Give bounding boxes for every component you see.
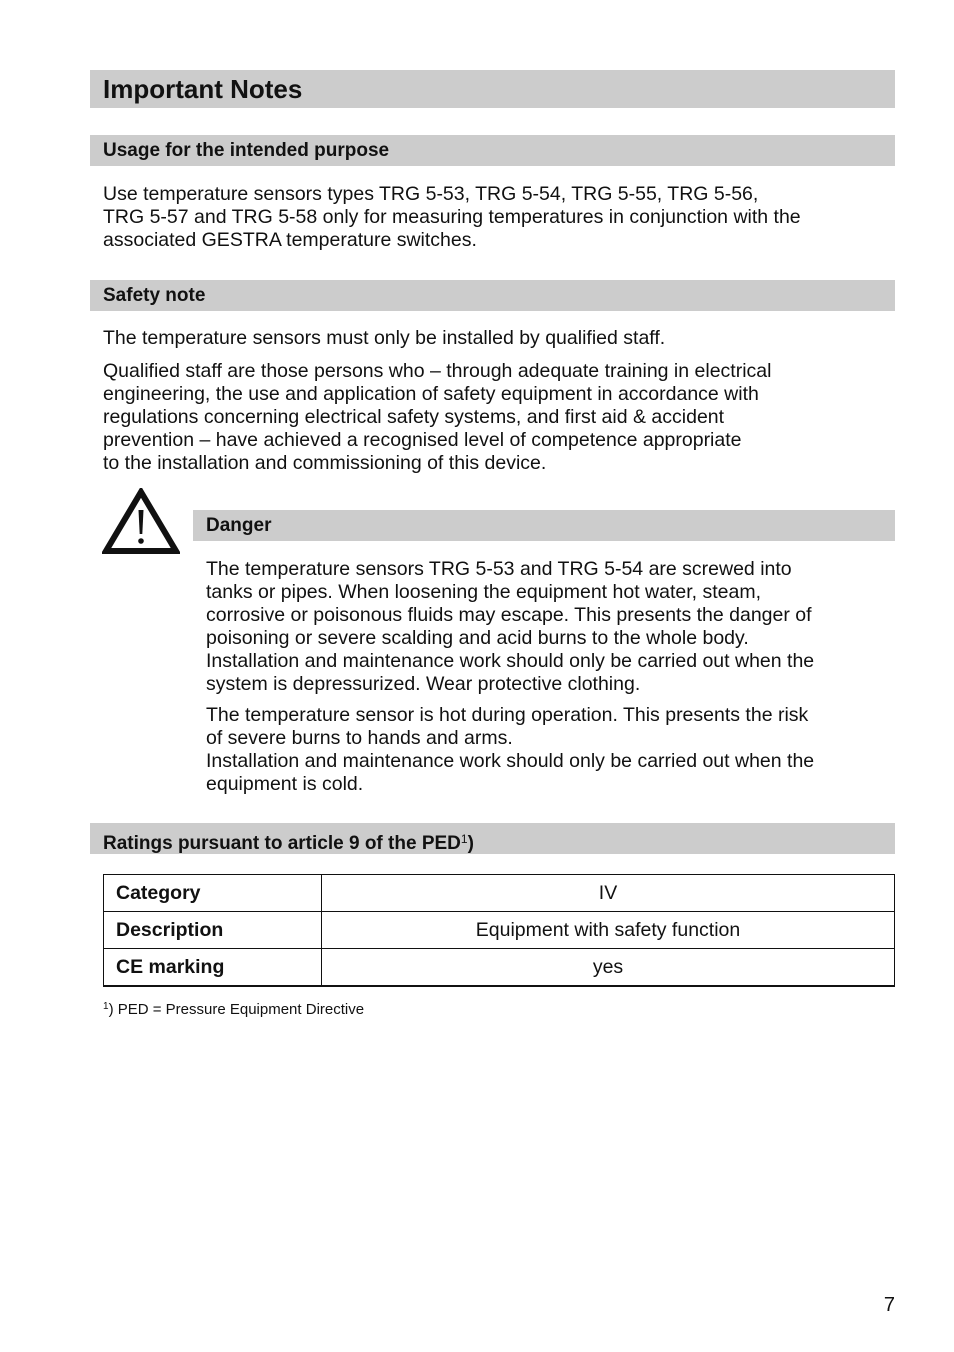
ratings-table: [103, 874, 895, 987]
usage-paragraph: [103, 183, 863, 252]
text-line: The temperature sensors TRG 5-53 and TRG 5-54 are screwed into: [206, 558, 792, 580]
ratings-heading: [103, 828, 474, 855]
safety-heading: Safety note: [103, 285, 206, 306]
danger-heading-bar: [193, 510, 895, 541]
text-line: associated GESTRA temperature switches.: [103, 228, 477, 251]
text-line: tanks or pipes. When loosening the equipment hot water, steam,: [206, 580, 761, 603]
text-line: of severe burns to hands and arms.: [206, 726, 513, 749]
usage-heading-bar: [90, 135, 895, 166]
footnote-mark: 1: [103, 1001, 109, 1012]
safety-paragraph-1: [103, 327, 863, 350]
ratings-heading-suffix: ): [467, 833, 474, 854]
usage-heading: Usage for the intended purpose: [103, 140, 390, 161]
text-line: Use temperature sensors types TRG 5-53, TRG 5-54, TRG 5-55, TRG 5-56,: [103, 183, 759, 205]
row-value: yes: [322, 949, 895, 987]
text-line: The temperature sensors must only be installed by qualified staff.: [103, 327, 666, 349]
text-line: engineering, the use and application of safety equipment in accordance with: [103, 382, 759, 405]
text-line: corrosive or poisonous fluids may escape. This presents the danger of: [206, 603, 812, 626]
ratings-heading-text: Ratings pursuant to article 9 of the PED: [103, 833, 461, 854]
page-title: Important Notes: [103, 74, 303, 104]
text-line: system is depressurized. Wear protective clothing.: [206, 672, 641, 695]
safety-paragraph-2: [103, 360, 863, 475]
safety-heading-bar: [90, 280, 895, 311]
text-line: Installation and maintenance work should only be carried out when the: [206, 649, 815, 672]
footnote-text: ) PED = Pressure Equipment Directive: [108, 1001, 365, 1018]
text-line: to the installation and commissioning of this device.: [103, 451, 547, 474]
title-bar: [90, 70, 895, 108]
text-line: equipment is cold.: [206, 772, 364, 795]
row-value: Equipment with safety function: [322, 912, 895, 949]
row-label: Category: [104, 875, 322, 912]
ratings-heading-bar: [90, 823, 895, 854]
text-line: TRG 5-57 and TRG 5-58 only for measuring temperatures in conjunction with the: [103, 205, 801, 228]
text-line: Installation and maintenance work should only be carried out when the: [206, 749, 815, 772]
danger-heading: Danger: [206, 515, 272, 536]
text-line: The temperature sensor is hot during operation. This presents the risk: [206, 704, 809, 726]
text-line: poisoning or severe scalding and acid burns to the whole body.: [206, 626, 749, 649]
table-row: [104, 912, 895, 949]
row-label: CE marking: [104, 949, 322, 987]
footnote: [103, 998, 364, 1019]
text-line: prevention – have achieved a recognised level of competence appropriate: [103, 428, 742, 451]
page-number: 7: [883, 1294, 895, 1316]
danger-paragraph-1: [206, 558, 866, 695]
danger-paragraph-2: [206, 704, 866, 796]
row-value: IV: [322, 875, 895, 912]
table-row: [104, 949, 895, 987]
text-line: Qualified staff are those persons who – through adequate training in electrical: [103, 360, 772, 382]
table-row: [104, 875, 895, 912]
text-line: regulations concerning electrical safety systems, and first aid & accident: [103, 405, 725, 428]
row-label: Description: [104, 912, 322, 949]
footnote-reference: 1: [460, 832, 468, 846]
warning-triangle-icon: [102, 488, 180, 556]
